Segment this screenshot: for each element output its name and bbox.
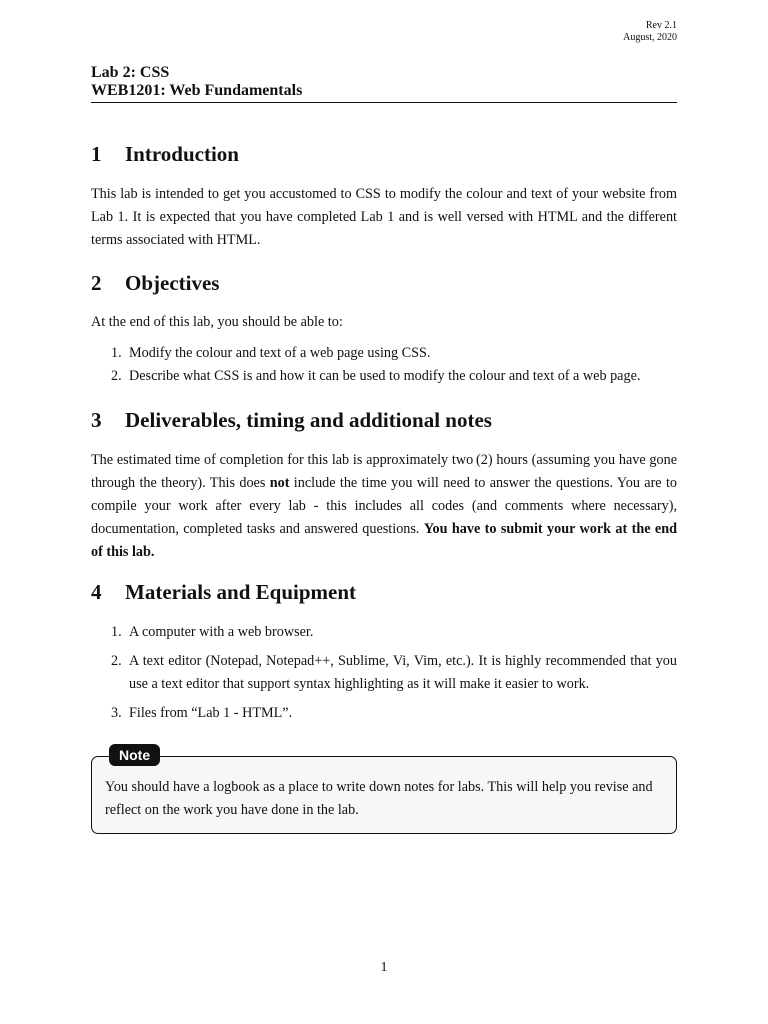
- section-number: 2: [91, 271, 102, 295]
- objectives-lead: At the end of this lab, you should be able to:: [91, 314, 343, 330]
- intro-paragraph: This lab is intended to get you accustomed to CSS to modify the colour and text of your website from Lab 1. It is expected that you have completed Lab 1 and is well versed with HTML and the different terms associated with HTML.: [91, 186, 677, 248]
- revision-label: Rev 2.1: [645, 20, 677, 31]
- section-introduction: [91, 142, 677, 252]
- section-title: Materials and Equipment: [125, 580, 357, 604]
- list-item: [91, 702, 677, 725]
- section-number: 1: [91, 142, 102, 166]
- section-materials: [91, 580, 677, 725]
- list-item: [91, 342, 677, 365]
- list-number: 1.: [111, 624, 122, 640]
- section-heading: [91, 408, 677, 432]
- page-number: 1: [380, 960, 388, 975]
- section-title: Introduction: [125, 142, 239, 166]
- list-text: Modify the colour and text of a web page using CSS.: [129, 345, 431, 361]
- materials-list: [91, 621, 677, 725]
- list-text: A text editor (Notepad, Notepad++, Sublime, Vi, Vim, etc.). It is highly recommended that you use a text editor that support syntax highlighting as it will make it easier to work.: [129, 653, 677, 692]
- deliverables-paragraph: [91, 449, 677, 564]
- list-item: [91, 650, 677, 696]
- section-number: 4: [91, 580, 102, 604]
- list-number: 2.: [111, 368, 122, 384]
- deliverables-text-1: The estimated time of completion for this lab is approximately two (2) hours (assuming you have gone through the theory). This does: [91, 452, 677, 491]
- section-deliverables: [91, 408, 677, 564]
- section-title: Objectives: [125, 271, 220, 295]
- section-heading: [91, 142, 677, 166]
- deliverables-emphasis-submit: You have to submit your work at the end of this lab.: [91, 521, 678, 560]
- revision-date: August, 2020: [623, 32, 677, 43]
- lab-title: Lab 2: CSS: [91, 64, 170, 81]
- list-number: 1.: [111, 345, 122, 361]
- revision-info: [623, 20, 677, 44]
- course-title: WEB1201: Web Fundamentals: [91, 82, 303, 99]
- section-number: 3: [91, 408, 102, 432]
- deliverables-emphasis-not: not: [269, 475, 290, 491]
- list-item: [91, 621, 677, 644]
- section-title: Deliverables, timing and additional notes: [125, 408, 492, 432]
- list-text: A computer with a web browser.: [129, 624, 314, 640]
- note-text: You should have a logbook as a place to write down notes for labs. This will help you revise and reflect on the work you have done in the lab.: [105, 779, 653, 818]
- list-text: Describe what CSS is and how it can be used to modify the colour and text of a web page.: [129, 368, 641, 384]
- section-heading: [91, 580, 677, 604]
- list-number: 2.: [111, 653, 122, 669]
- list-text: Files from “Lab 1 - HTML”.: [129, 705, 293, 721]
- deliverables-text-2: include the time you will need to answer the questions. You are to compile your work after every lab - this includes all codes (and comments where necessary), documentation, completed tasks and answered questions.: [91, 475, 677, 537]
- list-number: 3.: [111, 705, 122, 721]
- list-item: [91, 365, 677, 388]
- note-label: Note: [109, 744, 160, 766]
- objectives-list: [91, 342, 677, 388]
- note-box: [91, 747, 677, 834]
- document-header: [91, 64, 677, 103]
- section-heading: [91, 271, 677, 295]
- section-objectives: [91, 271, 677, 388]
